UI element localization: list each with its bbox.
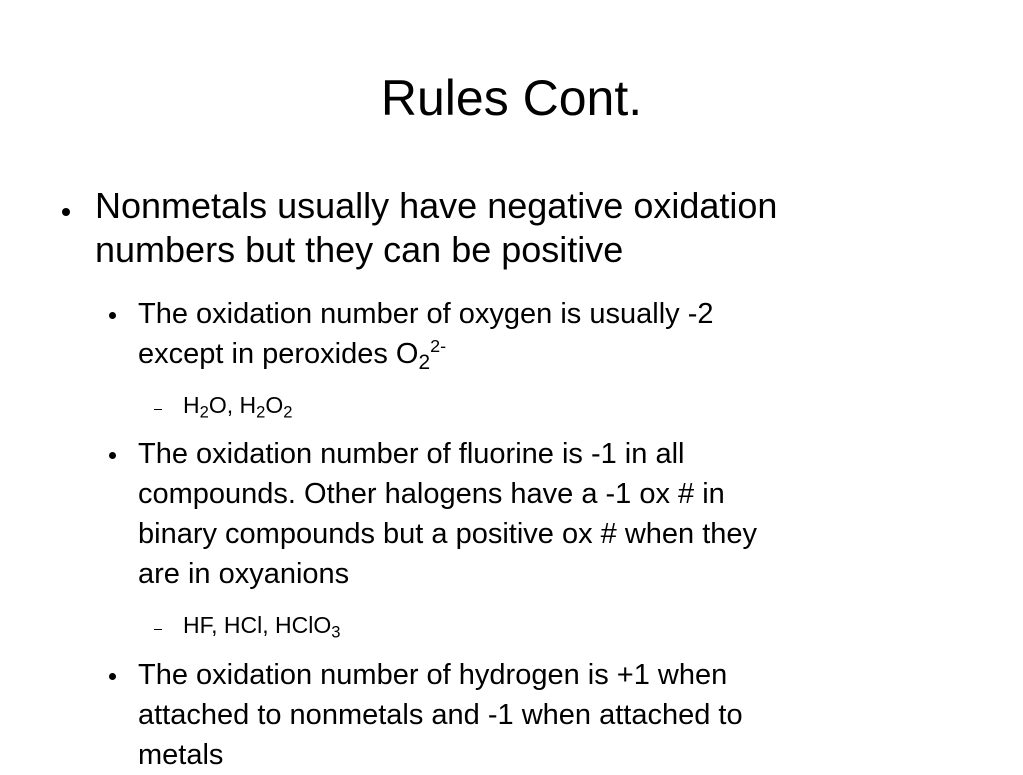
bullet-text xyxy=(138,294,713,374)
bullet-line: The oxidation number of oxygen is usually -2 xyxy=(138,298,714,330)
text-segment: except in peroxides O xyxy=(138,338,419,370)
text-segment: H xyxy=(183,392,200,418)
bullet-line: compounds. Other halogens have a -1 ox # in xyxy=(138,478,725,510)
subscript: 2 xyxy=(199,402,209,422)
text-segment: O, H xyxy=(208,392,257,418)
subscript: 3 xyxy=(331,622,341,642)
bullet-line: The oxidation number of fluorine is -1 in all xyxy=(138,438,685,470)
bullet-line: are in oxyanions xyxy=(138,558,350,590)
bullet-text xyxy=(183,611,341,642)
bullet-line: metals xyxy=(138,739,224,771)
bullet-line xyxy=(138,334,713,374)
bullet-text xyxy=(183,391,293,422)
bullet-dot-icon xyxy=(109,452,116,459)
superscript: 2- xyxy=(430,336,447,357)
bullet-dot-icon xyxy=(109,312,116,319)
bullet-line: attached to nonmetals and -1 when attached to xyxy=(138,699,743,731)
dash-icon xyxy=(154,629,162,630)
bullet-text xyxy=(138,655,743,775)
bullet-dot-icon xyxy=(109,673,116,680)
subscript: 2 xyxy=(283,402,293,422)
bullet-line: The oxidation number of hydrogen is +1 when xyxy=(138,659,728,691)
bullet-text xyxy=(138,434,757,594)
subscript: 2 xyxy=(418,350,431,374)
bullet-dot-icon xyxy=(62,208,70,216)
text-segment: HF, HCl, HClO xyxy=(183,612,332,638)
slide-title: Rules Cont. xyxy=(380,70,643,126)
text-segment: O xyxy=(265,392,284,418)
bullet-text xyxy=(95,184,777,272)
dash-icon xyxy=(154,409,162,410)
bullet-line: numbers but they can be positive xyxy=(95,229,624,270)
bullet-line: Nonmetals usually have negative oxidation xyxy=(95,185,778,226)
bullet-line: binary compounds but a positive ox # when they xyxy=(138,518,758,550)
subscript: 2 xyxy=(256,402,266,422)
